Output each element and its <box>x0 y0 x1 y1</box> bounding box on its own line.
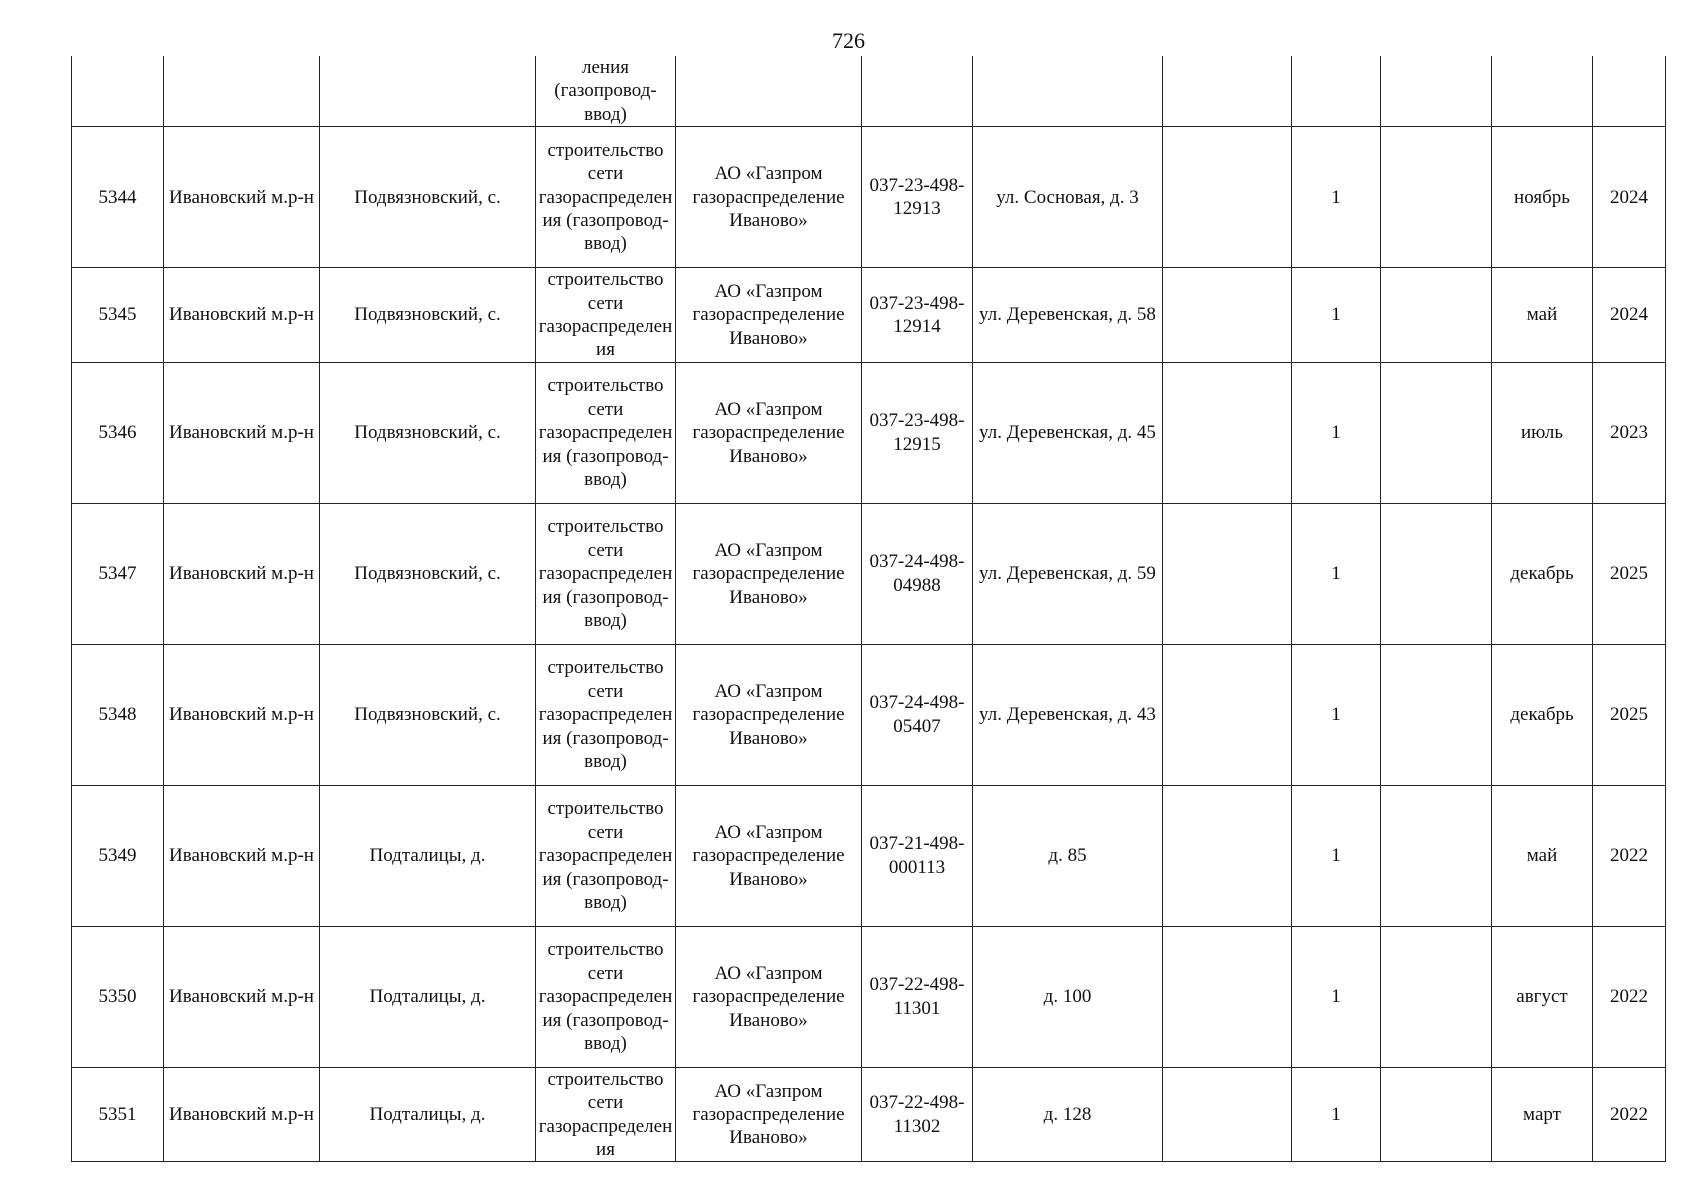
cell-num: 5346 <box>72 362 164 503</box>
table-row <box>72 785 1666 926</box>
table-row <box>72 926 1666 1067</box>
cell-empty-2 <box>1381 127 1492 268</box>
cell-num: 5344 <box>72 127 164 268</box>
cell-locality: Подталицы, д. <box>320 1067 536 1162</box>
cell-year: 2024 <box>1593 268 1666 363</box>
cell-empty-2 <box>1381 503 1492 644</box>
cell-empty-1 <box>1163 127 1292 268</box>
cell-num: 5345 <box>72 268 164 363</box>
cell-type: строительство сети газораспределения (газопровод-ввод) <box>536 362 676 503</box>
cell-count: 1 <box>1292 785 1381 926</box>
cell-empty-2 <box>1381 926 1492 1067</box>
cell-empty-2 <box>1381 785 1492 926</box>
cell-org: АО «Газпром газораспределение Иваново» <box>676 1067 862 1162</box>
cell-code: 037-23-498-12915 <box>862 362 973 503</box>
cell-type: строительство сети газораспределения <box>536 1067 676 1162</box>
cell-month <box>1492 56 1593 127</box>
cell-org: АО «Газпром газораспределение Иваново» <box>676 785 862 926</box>
cell-type: строительство сети газораспределения (газопровод-ввод) <box>536 503 676 644</box>
table-row <box>72 127 1666 268</box>
cell-org: АО «Газпром газораспределение Иваново» <box>676 127 862 268</box>
table-row <box>72 268 1666 363</box>
cell-num: 5348 <box>72 644 164 785</box>
cell-code: 037-23-498-12913 <box>862 127 973 268</box>
cell-empty-1 <box>1163 503 1292 644</box>
cell-empty-1 <box>1163 268 1292 363</box>
cell-district: Ивановский м.р-н <box>164 503 320 644</box>
cell-address: д. 85 <box>973 785 1163 926</box>
cell-locality: Подвязновский, с. <box>320 362 536 503</box>
cell-district: Ивановский м.р-н <box>164 926 320 1067</box>
cell-count: 1 <box>1292 926 1381 1067</box>
cell-num: 5351 <box>72 1067 164 1162</box>
cell-code: 037-23-498-12914 <box>862 268 973 363</box>
cell-year: 2022 <box>1593 926 1666 1067</box>
cell-year: 2023 <box>1593 362 1666 503</box>
cell-address <box>973 56 1163 127</box>
cell-empty-2 <box>1381 362 1492 503</box>
cell-code <box>862 56 973 127</box>
cell-num <box>72 56 164 127</box>
cell-empty-1 <box>1163 1067 1292 1162</box>
cell-empty-1 <box>1163 362 1292 503</box>
cell-count: 1 <box>1292 127 1381 268</box>
cell-empty-2 <box>1381 268 1492 363</box>
cell-district: Ивановский м.р-н <box>164 644 320 785</box>
cell-address: ул. Деревенская, д. 43 <box>973 644 1163 785</box>
cell-code: 037-22-498-11301 <box>862 926 973 1067</box>
cell-month: декабрь <box>1492 644 1593 785</box>
cell-month: декабрь <box>1492 503 1593 644</box>
cell-type: строительство сети газораспределения (газопровод-ввод) <box>536 127 676 268</box>
cell-org: АО «Газпром газораспределение Иваново» <box>676 268 862 363</box>
cell-empty-1 <box>1163 926 1292 1067</box>
cell-num: 5347 <box>72 503 164 644</box>
cell-empty-2 <box>1381 644 1492 785</box>
cell-district: Ивановский м.р-н <box>164 362 320 503</box>
table-row <box>72 644 1666 785</box>
cell-district: Ивановский м.р-н <box>164 785 320 926</box>
cell-empty-1 <box>1163 785 1292 926</box>
cell-address: ул. Деревенская, д. 59 <box>973 503 1163 644</box>
cell-type: ления (газопровод-ввод) <box>536 56 676 127</box>
cell-type: строительство сети газораспределения (газопровод-ввод) <box>536 644 676 785</box>
cell-month: май <box>1492 268 1593 363</box>
cell-code: 037-21-498-000113 <box>862 785 973 926</box>
cell-num: 5349 <box>72 785 164 926</box>
cell-address: д. 100 <box>973 926 1163 1067</box>
page-number: 726 <box>832 28 865 53</box>
cell-empty-1 <box>1163 644 1292 785</box>
cell-empty-1 <box>1163 56 1292 127</box>
cell-count: 1 <box>1292 644 1381 785</box>
cell-locality: Подталицы, д. <box>320 926 536 1067</box>
cell-org: АО «Газпром газораспределение Иваново» <box>676 362 862 503</box>
table-row <box>72 1067 1666 1162</box>
cell-address: ул. Сосновая, д. 3 <box>973 127 1163 268</box>
cell-empty-2 <box>1292 56 1381 127</box>
cell-year: 2022 <box>1593 785 1666 926</box>
cell-year: 2024 <box>1593 127 1666 268</box>
table-row <box>72 362 1666 503</box>
cell-code: 037-24-498-04988 <box>862 503 973 644</box>
cell-empty-3 <box>1381 56 1492 127</box>
cell-empty-2 <box>1381 1067 1492 1162</box>
cell-org: АО «Газпром газораспределение Иваново» <box>676 503 862 644</box>
cell-year: 2022 <box>1593 1067 1666 1162</box>
cell-count: 1 <box>1292 1067 1381 1162</box>
cell-year: 2025 <box>1593 503 1666 644</box>
cell-type: строительство сети газораспределения (газопровод-ввод) <box>536 785 676 926</box>
cell-address: д. 128 <box>973 1067 1163 1162</box>
cell-address: ул. Деревенская, д. 58 <box>973 268 1163 363</box>
cell-district: Ивановский м.р-н <box>164 1067 320 1162</box>
cell-locality: Подвязновский, с. <box>320 127 536 268</box>
cell-year <box>1593 56 1666 127</box>
cell-locality: Подвязновский, с. <box>320 268 536 363</box>
cell-year: 2025 <box>1593 644 1666 785</box>
cell-month: август <box>1492 926 1593 1067</box>
cell-locality: Подвязновский, с. <box>320 503 536 644</box>
cell-district: Ивановский м.р-н <box>164 268 320 363</box>
cell-count: 1 <box>1292 362 1381 503</box>
cell-address: ул. Деревенская, д. 45 <box>973 362 1163 503</box>
cell-num: 5350 <box>72 926 164 1067</box>
table-row <box>72 503 1666 644</box>
cell-code: 037-24-498-05407 <box>862 644 973 785</box>
cell-count: 1 <box>1292 503 1381 644</box>
cell-district <box>164 56 320 127</box>
cell-org: АО «Газпром газораспределение Иваново» <box>676 926 862 1067</box>
cell-count: 1 <box>1292 268 1381 363</box>
gasification-table <box>71 56 1666 1162</box>
cell-org: АО «Газпром газораспределение Иваново» <box>676 644 862 785</box>
cell-code: 037-22-498-11302 <box>862 1067 973 1162</box>
cell-type: строительство сети газораспределения <box>536 268 676 363</box>
cell-month: май <box>1492 785 1593 926</box>
cell-month: ноябрь <box>1492 127 1593 268</box>
cell-month: июль <box>1492 362 1593 503</box>
cell-locality <box>320 56 536 127</box>
cell-org <box>676 56 862 127</box>
cell-type: строительство сети газораспределения (газопровод-ввод) <box>536 926 676 1067</box>
cell-district: Ивановский м.р-н <box>164 127 320 268</box>
table-row-continued <box>72 56 1666 127</box>
cell-locality: Подвязновский, с. <box>320 644 536 785</box>
cell-month: март <box>1492 1067 1593 1162</box>
cell-locality: Подталицы, д. <box>320 785 536 926</box>
